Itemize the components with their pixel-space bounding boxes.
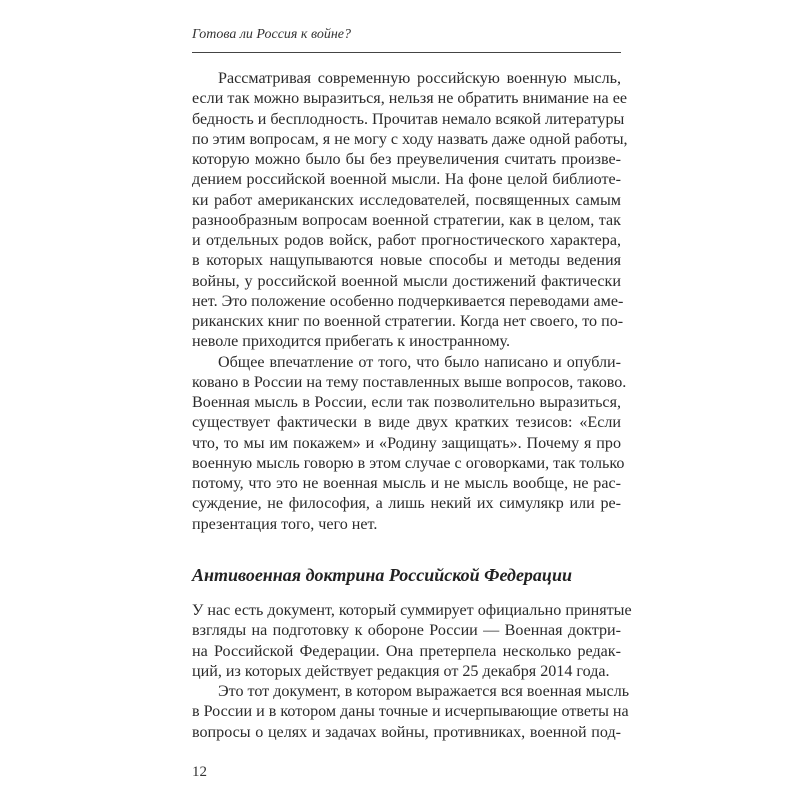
- section-heading: Антивоенная доктрина Российской Федерации: [192, 565, 572, 585]
- book-page: [192, 0, 632, 800]
- page-number: 12: [192, 764, 207, 780]
- paragraph: [192, 601, 632, 682]
- text-line: если так можно выразиться, нельзя не обратить внимание на ее: [192, 90, 627, 108]
- text-line: военную мысль говорю в этом случае с оговорками, так только: [192, 454, 625, 472]
- running-head: Готова ли Россия к войне?: [192, 27, 352, 42]
- text-line: неволе приходится прибегать к иностранному.: [192, 333, 510, 351]
- text-line: презентация того, чего нет.: [192, 515, 378, 533]
- text-line: бедность и бесплодность. Прочитав немало всякой литературы: [192, 110, 625, 128]
- text-line: суждение, не философия, а лишь некий их симулякр или ре-: [192, 495, 621, 513]
- text-line: по этим вопросам, я не могу с ходу назвать даже одной работы,: [192, 130, 628, 148]
- text-line: войны, у российской военной мысли достижений фактически: [192, 272, 621, 290]
- paragraph: [192, 353, 627, 535]
- text-line: Военная мысль в России, если так позволительно выразиться,: [192, 394, 621, 411]
- text-line: Рассматривая современную российскую военную мысль,: [218, 70, 621, 87]
- paragraph: [192, 682, 630, 743]
- text-line: в которых нащупываются новые способы и методы ведения: [192, 252, 621, 270]
- text-line: дением российской военной мысли. На фоне целой библиоте-: [192, 171, 621, 189]
- text-line: что, то мы им покажем» и «Родину защищать». Почему я про: [192, 434, 621, 452]
- text-line: Это тот документ, в котором выражается вся военная мысль: [218, 683, 630, 700]
- text-line: У нас есть документ, который суммирует официально принятые: [192, 602, 632, 619]
- text-line: на Российской Федерации. Она претерпела несколько редак-: [192, 642, 621, 660]
- section-body-2: [192, 601, 632, 743]
- text-line: ковано в России на тему поставленных выше вопросов, таково.: [192, 373, 627, 391]
- text-line: в России и в котором даны точные и исчерпывающие ответы на: [192, 703, 629, 721]
- text-line: потому, что это не военная мысль и не мысль вообще, не рас-: [192, 475, 621, 492]
- text-line: разнообразным вопросам военной стратегии, как в целом, так: [192, 211, 621, 229]
- text-line: взгляды на подготовку к обороне России — Военная доктри-: [192, 622, 621, 640]
- text-line: нет. Это положение особенно подчеркивается переводами аме-: [192, 292, 624, 310]
- text-line: ций, из которых действует редакция от 25 декабря 2014 года.: [192, 662, 610, 680]
- text-line: которую можно было бы без преувеличения считать произве-: [192, 151, 621, 168]
- text-line: риканских книг по военной стратегии. Когда нет своего, то по-: [192, 313, 624, 330]
- text-line: Общее впечатление от того, что было написано и опубли-: [218, 353, 621, 371]
- text-line: и отдельных родов войск, работ прогностического характера,: [192, 232, 621, 249]
- header-rule: [192, 52, 621, 53]
- section-body-1: [192, 69, 628, 535]
- text-line: вопросы о целях и задачах войны, противниках, военной под-: [192, 723, 621, 741]
- text-line: существует фактически в виде двух кратких тезисов: «Если: [192, 414, 621, 432]
- paragraph: [192, 69, 628, 353]
- text-line: ки работ американских исследователей, посвященных самым: [192, 191, 621, 209]
